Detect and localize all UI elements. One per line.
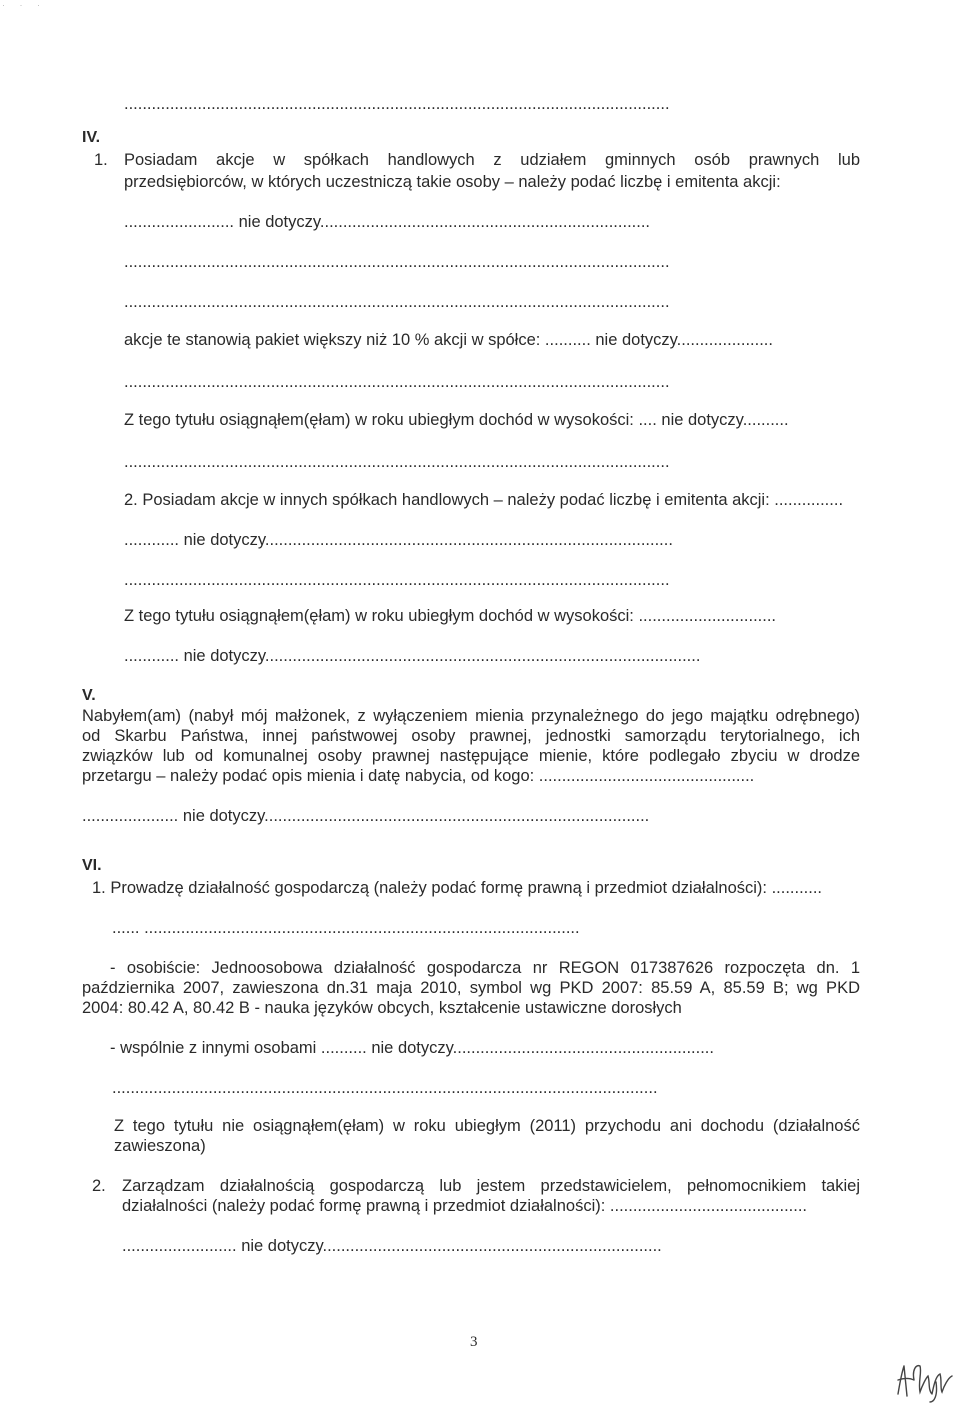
section-iv-1-dochod: Z tego tytułu osiągnąłem(ęłam) w roku ubiegłym dochód w wysokości: .... nie dotyczy.......... <box>124 411 789 429</box>
section-vi-osobiscie-line1: - osobiście: Jednoosobowa działalność gospodarcza nr REGON 017387626 rozpoczęta dn. 1 <box>110 959 860 977</box>
section-iv-1-pakiet: akcje te stanowią pakiet większy niż 10 % akcji w spółce: .......... nie dotyczy..................... <box>124 331 773 349</box>
scan-marks: · · · <box>2 0 46 10</box>
section-vi-wspolnie: - wspólnie z innymi osobami .......... nie dotyczy......................................................... <box>110 1039 714 1057</box>
section-v-heading: V. <box>82 687 96 704</box>
section-vi-tytul-line1: Z tego tytułu nie osiągnąłem(ęłam) w roku ubiegłym (2011) przychodu ani dochodu (działalność <box>114 1117 860 1135</box>
dotted-line: ....................................................................................................................... <box>124 453 670 471</box>
section-iv-1-text-line2: przedsiębiorców, w których uczestniczą takie osoby – należy podać liczbę i emitenta akcji: <box>124 173 781 191</box>
section-iv-1-number: 1. <box>94 151 108 169</box>
section-iv-2-text: 2. Posiadam akcje w innych spółkach handlowych – należy podać liczbę i emitenta akcji: ............... <box>124 491 844 509</box>
section-vi-osobiscie-line2: października 2007, zawieszona dn.31 maja 2010, symbol wg PKD 2007: 85.59 A, 85.59 B; wg PKD <box>82 979 860 997</box>
section-vi-2-line1: Zarządzam działalnością gospodarczą lub jestem przedstawicielem, pełnomocnikiem takiej <box>122 1177 860 1195</box>
section-vi-2-number: 2. <box>92 1177 106 1195</box>
section-v-answer: ..................... nie dotyczy.................................................................................... <box>82 807 650 825</box>
section-vi-1-text: 1. Prowadzę działalność gospodarczą (należy podać formę prawną i przedmiot działalności): ........... <box>92 879 823 897</box>
signature-initials <box>892 1356 958 1404</box>
dotted-line: ....................................................................................................................... <box>124 253 670 271</box>
section-v-line4: przetargu – należy podać opis mienia i datę nabycia, od kogo: ............................................... <box>82 767 755 785</box>
section-vi-heading: VI. <box>82 857 102 874</box>
dotted-line: ....................................................................................................................... <box>124 373 670 391</box>
section-vi-2-answer: ......................... nie dotyczy.......................................................................... <box>122 1237 662 1255</box>
section-iv-heading: IV. <box>82 129 101 146</box>
dotted-line: ...... ............................................................................................... <box>112 919 580 937</box>
section-iv-2-answer2: ............ nie dotyczy............................................................................................... <box>124 647 701 665</box>
page-number: 3 <box>470 1334 478 1350</box>
dotted-line: ....................................................................................................................... <box>124 571 670 589</box>
section-vi-osobiscie-line3: 2004: 80.42 A, 80.42 B - nauka języków obcych, kształcenie ustawiczne dorosłych <box>82 999 682 1017</box>
dotted-line: ....................................................................................................................... <box>124 293 670 311</box>
dotted-line: ....................................................................................................................... <box>112 1079 658 1097</box>
section-iv-2-answer: ............ nie dotyczy......................................................................................... <box>124 531 673 549</box>
section-vi-tytul-line2: zawieszona) <box>114 1137 206 1155</box>
dotted-line: ....................................................................................................................... <box>124 95 670 113</box>
section-iv-2-dochod: Z tego tytułu osiągnąłem(ęłam) w roku ubiegłym dochód w wysokości: .............................. <box>124 607 776 625</box>
section-iv-1-answer: ........................ nie dotyczy........................................................................ <box>124 213 650 231</box>
section-vi-2-line2: działalności (należy podać formę prawną i przedmiot działalności): ........................................... <box>122 1197 808 1215</box>
section-v-line2: od Skarbu Państwa, innej państwowej osoby prawnej, jednostki samorządu terytorialnego, ich <box>82 727 860 745</box>
section-iv-1-text-line1: Posiadam akcje w spółkach handlowych z udziałem gminnych osób prawnych lub <box>124 151 860 169</box>
section-v-line3: związków lub od komunalnej osoby prawnej następujące mienie, które podlegało zbyciu w drodze <box>82 747 860 765</box>
section-v-line1: Nabyłem(am) (nabył mój małżonek, z wyłączeniem mienia przynależnego do jego majątku odrębnego) <box>82 707 860 725</box>
